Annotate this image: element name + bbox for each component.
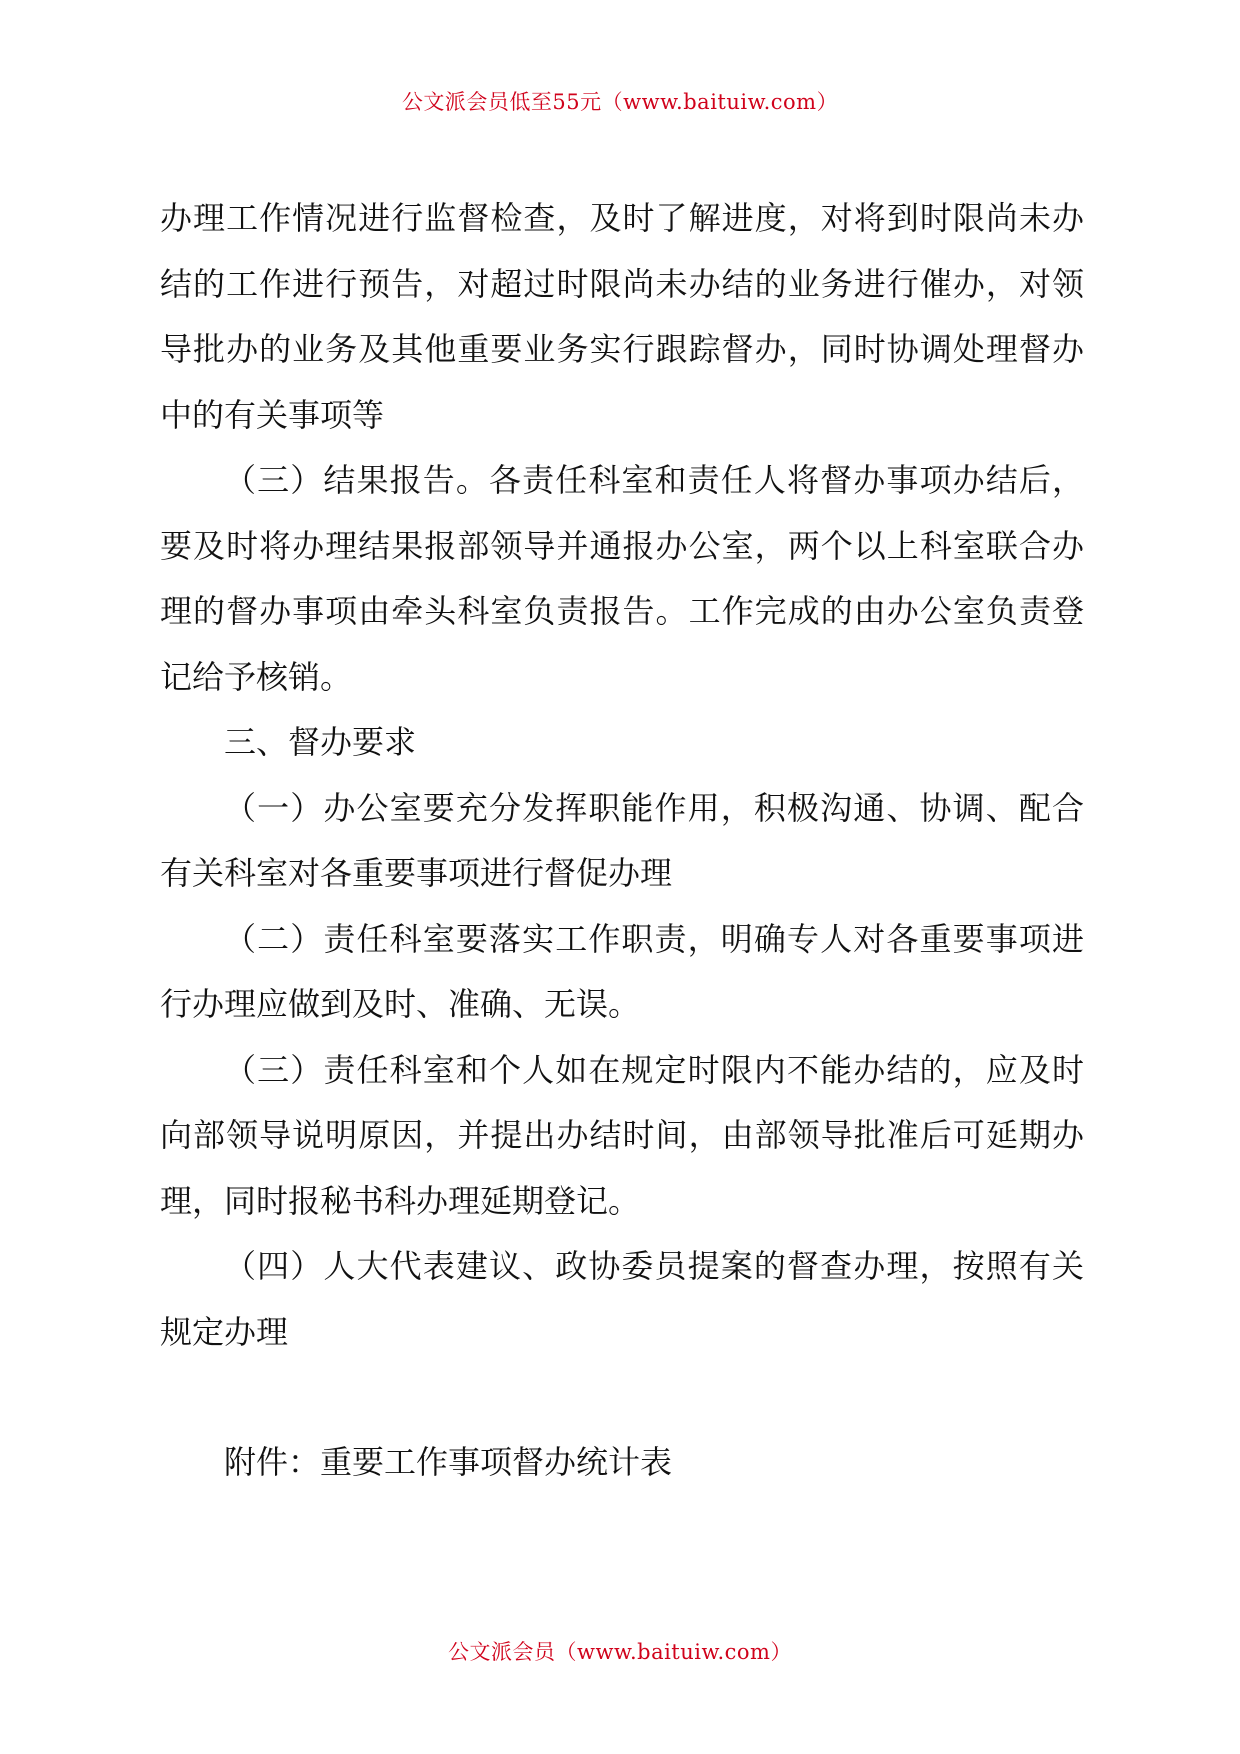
requirement-item-1: （一）办公室要充分发挥职能作用，积极沟通、协调、配合有关科室对各重要事项进行督促办理 xyxy=(160,788,1084,892)
section-heading-requirements: 三、督办要求 xyxy=(224,723,417,761)
footer-banner: 公文派会员（www.baituiw.com） xyxy=(448,1640,792,1664)
requirement-item-3: （三）责任科室和个人如在规定时限内不能办结的，应及时向部领导说明原因，并提出办结时间，由部领导批准后可延期办理，同时报秘书科办理延期登记。 xyxy=(160,1050,1084,1220)
attachment-line: 附件：重要工作事项督办统计表 xyxy=(224,1443,673,1481)
requirement-item-4: （四）人大代表建议、政协委员提案的督查办理，按照有关规定办理 xyxy=(160,1247,1084,1351)
paragraph-continuation: 办理工作情况进行监督检查，及时了解进度，对将到时限尚未办结的工作进行预告，对超过时限尚未办结的业务进行催办，对领导批办的业务及其他重要业务实行跟踪督办，同时协调处理督办中的有关事项等 xyxy=(160,199,1084,434)
header-banner: 公文派会员低至55元（www.baituiw.com） xyxy=(401,90,839,114)
document-body xyxy=(160,186,1084,1496)
paragraph-result-report: （三）结果报告。各责任科室和责任人将督办事项办结后，要及时将办理结果报部领导并通报办公室，两个以上科室联合办理的督办事项由牵头科室负责报告。工作完成的由办公室负责登记给予核销。 xyxy=(160,461,1084,696)
requirement-item-2: （二）责任科室要落实工作职责，明确专人对各重要事项进行办理应做到及时、准确、无误。 xyxy=(160,919,1084,1023)
